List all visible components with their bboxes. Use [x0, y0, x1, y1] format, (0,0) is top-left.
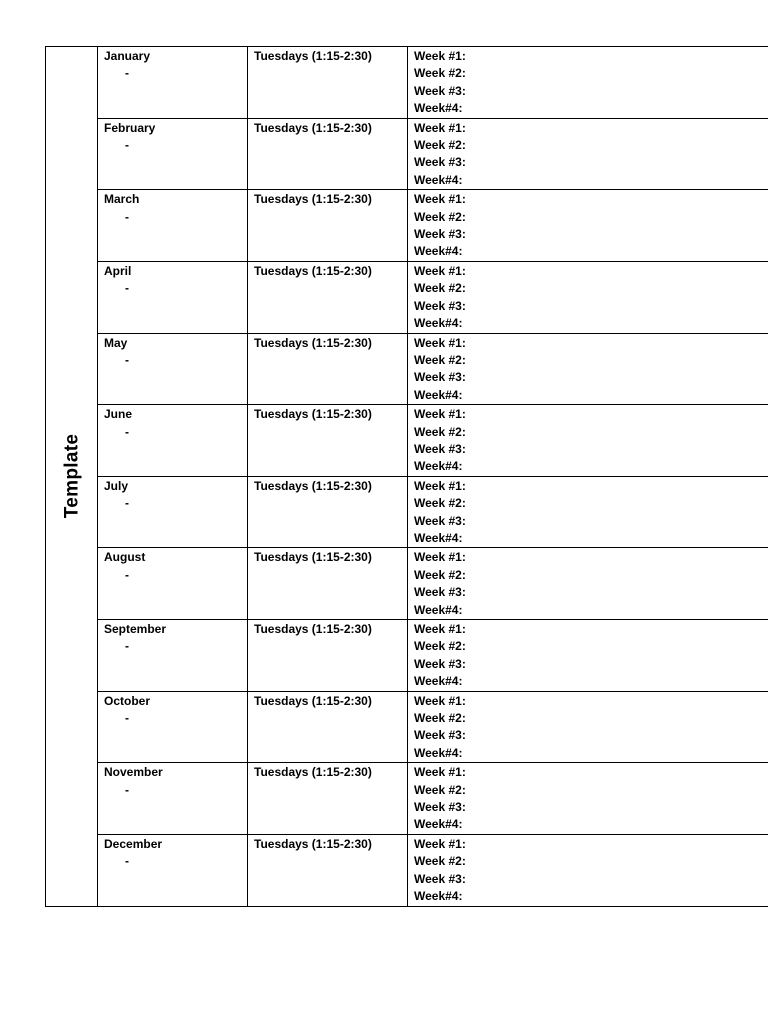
month-name: May [104, 335, 128, 350]
time-cell [248, 405, 408, 477]
month-dash: - [125, 496, 129, 511]
week-line: Week #1: [414, 836, 466, 851]
month-name: December [104, 836, 163, 851]
week-line: Week #1: [414, 263, 466, 278]
week-line: Week #1: [414, 407, 466, 422]
weeks-cell [408, 190, 768, 262]
table-row [46, 620, 768, 692]
week-line: Week #3: [414, 298, 466, 313]
week-line: Week#4: [414, 602, 463, 617]
template-label: Template [60, 434, 82, 519]
weeks-cell [408, 548, 768, 620]
schedule-table [45, 46, 768, 907]
time-cell [248, 548, 408, 620]
week-line: Week#4: [414, 172, 463, 187]
time-cell [248, 834, 408, 906]
month-name: June [104, 407, 133, 422]
month-cell [98, 333, 248, 405]
month-name: April [104, 263, 132, 278]
meeting-time: Tuesdays (1:15-2:30) [254, 120, 372, 135]
meeting-time: Tuesdays (1:15-2:30) [254, 550, 372, 565]
meeting-time: Tuesdays (1:15-2:30) [254, 192, 372, 207]
table-row [46, 190, 768, 262]
table-row [46, 548, 768, 620]
weeks-cell [408, 118, 768, 190]
week-line: Week #3: [414, 513, 466, 528]
time-cell [248, 691, 408, 763]
weeks-cell [408, 405, 768, 477]
week-line: Week #3: [414, 656, 466, 671]
week-line: Week #2: [414, 496, 466, 511]
week-line: Week #1: [414, 693, 466, 708]
weeks-cell [408, 691, 768, 763]
week-line: Week #3: [414, 585, 466, 600]
meeting-time: Tuesdays (1:15-2:30) [254, 478, 372, 493]
time-cell [248, 763, 408, 835]
week-line: Week#4: [414, 316, 463, 331]
month-cell [98, 548, 248, 620]
month-name: October [104, 693, 151, 708]
month-name: July [104, 478, 129, 493]
month-cell [98, 834, 248, 906]
week-line: Week #2: [414, 782, 466, 797]
month-name: February [104, 120, 156, 135]
time-cell [248, 333, 408, 405]
month-cell [98, 47, 248, 119]
meeting-time: Tuesdays (1:15-2:30) [254, 263, 372, 278]
week-line: Week #2: [414, 424, 466, 439]
week-line: Week#4: [414, 459, 463, 474]
month-cell [98, 691, 248, 763]
month-cell [98, 190, 248, 262]
table-row [46, 333, 768, 405]
month-name: March [104, 192, 140, 207]
table-row [46, 47, 768, 119]
weeks-cell [408, 476, 768, 548]
table-row [46, 476, 768, 548]
table-row [46, 261, 768, 333]
meeting-time: Tuesdays (1:15-2:30) [254, 693, 372, 708]
month-dash: - [125, 281, 129, 296]
week-line: Week #1: [414, 550, 466, 565]
weeks-cell [408, 620, 768, 692]
week-line: Week #3: [414, 441, 466, 456]
month-dash: - [125, 567, 129, 582]
month-dash: - [125, 424, 129, 439]
meeting-time: Tuesdays (1:15-2:30) [254, 765, 372, 780]
table-row [46, 118, 768, 190]
weeks-cell [408, 47, 768, 119]
month-dash: - [125, 66, 129, 81]
week-line: Week #2: [414, 854, 466, 869]
week-line: Week#4: [414, 745, 463, 760]
schedule-body [46, 47, 768, 907]
week-line: Week #2: [414, 352, 466, 367]
month-dash: - [125, 352, 129, 367]
month-dash: - [125, 782, 129, 797]
time-cell [248, 190, 408, 262]
week-line: Week#4: [414, 817, 463, 832]
week-line: Week #3: [414, 83, 466, 98]
week-line: Week#4: [414, 244, 463, 259]
week-line: Week #2: [414, 639, 466, 654]
month-cell [98, 405, 248, 477]
week-line: Week #1: [414, 120, 466, 135]
week-line: Week #3: [414, 800, 466, 815]
month-dash: - [125, 854, 129, 869]
week-line: Week#4: [414, 674, 463, 689]
month-name: January [104, 49, 151, 63]
month-cell [98, 118, 248, 190]
time-cell [248, 261, 408, 333]
week-line: Week #2: [414, 138, 466, 153]
week-line: Week #2: [414, 209, 466, 224]
meeting-time: Tuesdays (1:15-2:30) [254, 836, 372, 851]
weeks-cell [408, 333, 768, 405]
meeting-time: Tuesdays (1:15-2:30) [254, 407, 372, 422]
month-cell [98, 261, 248, 333]
template-label-cell [46, 47, 98, 907]
week-line: Week #3: [414, 728, 466, 743]
month-dash: - [125, 209, 129, 224]
week-line: Week#4: [414, 530, 463, 545]
meeting-time: Tuesdays (1:15-2:30) [254, 622, 372, 636]
month-cell [98, 476, 248, 548]
month-cell [98, 763, 248, 835]
month-dash: - [125, 639, 129, 654]
week-line: Week#4: [414, 889, 463, 904]
week-line: Week #1: [414, 192, 466, 207]
week-line: Week#4: [414, 101, 463, 116]
week-line: Week #2: [414, 66, 466, 81]
week-line: Week #1: [414, 478, 466, 493]
week-line: Week #1: [414, 765, 466, 780]
week-line: Week #3: [414, 370, 466, 385]
table-row [46, 691, 768, 763]
time-cell [248, 118, 408, 190]
week-line: Week #2: [414, 281, 466, 296]
month-name: November [104, 765, 163, 780]
month-cell [98, 620, 248, 692]
week-line: Week #1: [414, 622, 466, 636]
time-cell [248, 47, 408, 119]
week-line: Week #1: [414, 335, 466, 350]
month-dash: - [125, 711, 129, 726]
month-name: September [104, 622, 167, 636]
time-cell [248, 620, 408, 692]
week-line: Week #3: [414, 155, 466, 170]
table-row [46, 763, 768, 835]
weeks-cell [408, 763, 768, 835]
week-line: Week #3: [414, 871, 466, 886]
table-row [46, 405, 768, 477]
week-line: Week#4: [414, 387, 463, 402]
week-line: Week #1: [414, 49, 466, 63]
month-dash: - [125, 138, 129, 153]
meeting-time: Tuesdays (1:15-2:30) [254, 49, 372, 63]
week-line: Week #2: [414, 711, 466, 726]
weeks-cell [408, 834, 768, 906]
week-line: Week #2: [414, 567, 466, 582]
meeting-time: Tuesdays (1:15-2:30) [254, 335, 372, 350]
month-name: August [104, 550, 146, 565]
week-line: Week #3: [414, 227, 466, 242]
weeks-cell [408, 261, 768, 333]
table-row [46, 834, 768, 906]
time-cell [248, 476, 408, 548]
